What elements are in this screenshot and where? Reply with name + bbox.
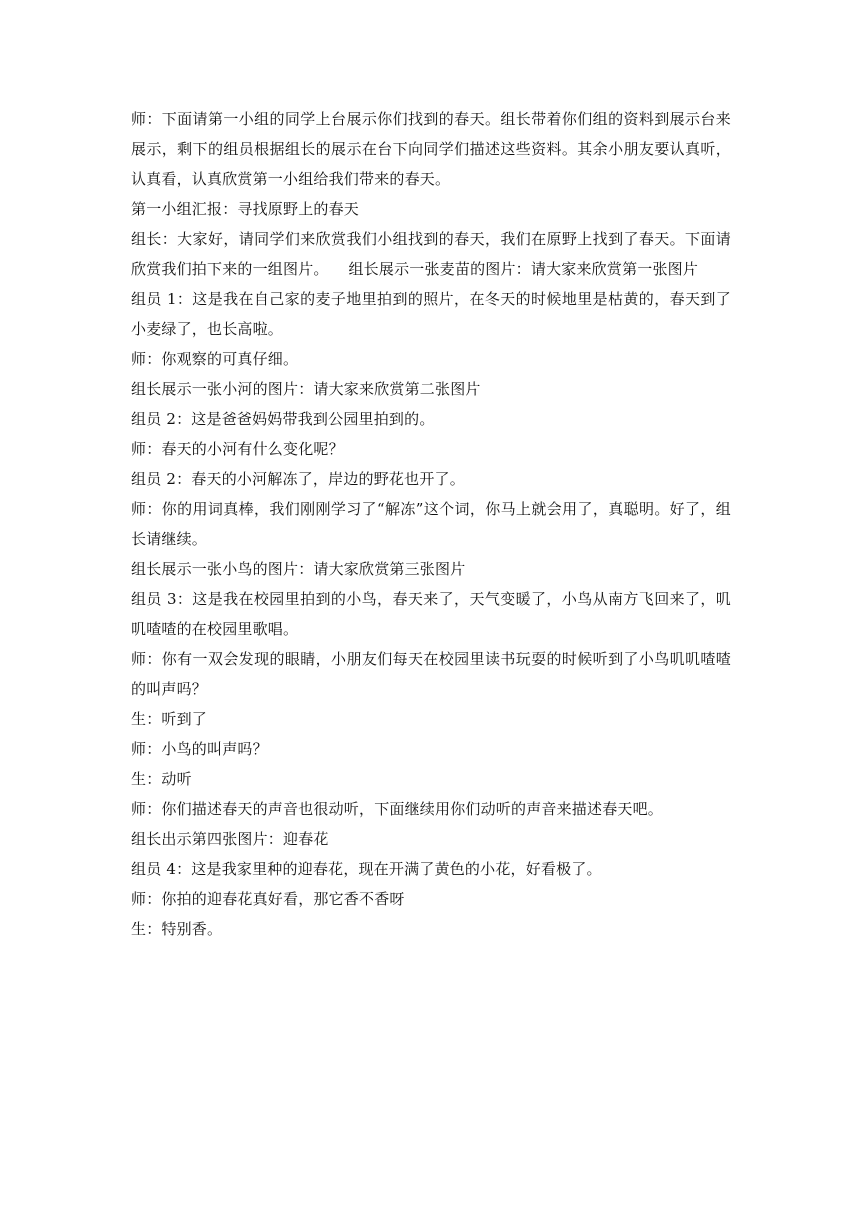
paragraph-member3-bird: 组员 3：这是我在校园里拍到的小鸟，春天来了，天气变暖了，小鸟从南方飞回来了，叽叽喳喳的在校园里歌唱。: [131, 590, 731, 638]
paragraph-teacher-fragrance-question: 师：你拍的迎春花真好看，那它香不香呀: [131, 890, 405, 908]
paragraph-student-pleasant: 生：动听: [131, 770, 192, 788]
paragraph-teacher-intro: 师：下面请第一小组的同学上台展示你们找到的春天。组长带着你们组的资料到展示台来展示，剩下的组员根据组长的展示在台下向同学们描述这些资料。其余小朋友要认真听，认真看，认真欣赏第一小组给我们带来的春天。: [131, 110, 731, 188]
paragraph-member1-wheat: 组员 1：这是我在自己家的麦子地里拍到的照片，在冬天的时候地里是枯黄的，春天到了小麦绿了，也长高啦。: [131, 290, 731, 338]
document-page: [131, 104, 731, 944]
paragraph-leader-greeting: 组长：大家好，请同学们来欣赏我们小组找到的春天，我们在原野上找到了春天。下面请欣赏我们拍下来的一组图片。 组长展示一张麦苗的图片：请大家来欣赏第一张图片: [131, 230, 731, 278]
paragraph-teacher-river-question: 师：春天的小河有什么变化呢？: [131, 440, 344, 458]
paragraph-leader-jasmine: 组长出示第四张图片：迎春花: [131, 830, 329, 848]
paragraph-teacher-bird-sound: 师：小鸟的叫声吗？: [131, 740, 268, 758]
paragraph-student-fragrant: 生：特别香。: [131, 920, 223, 938]
paragraph-student-heard: 生：听到了: [131, 710, 208, 728]
paragraph-member2-thaw: 组员 2：春天的小河解冻了，岸边的野花也开了。: [131, 470, 465, 488]
paragraph-teacher-praise-observe: 师：你观察的可真仔细。: [131, 350, 299, 368]
paragraph-teacher-praise-word: 师：你的用词真棒，我们刚刚学习了“解冻”这个词，你马上就会用了，真聪明。好了，组长请继续。: [131, 500, 731, 548]
paragraph-leader-bird: 组长展示一张小鸟的图片：请大家欣赏第三张图片: [131, 560, 466, 578]
paragraph-member4-jasmine: 组员 4：这是我家里种的迎春花，现在开满了黄色的小花，好看极了。: [131, 860, 602, 878]
paragraph-group1-report-title: 第一小组汇报：寻找原野上的春天: [131, 200, 360, 218]
paragraph-teacher-bird-question: 师：你有一双会发现的眼睛，小朋友们每天在校园里读书玩耍的时候听到了小鸟叽叽喳喳的叫声吗？: [131, 650, 731, 698]
paragraph-leader-river: 组长展示一张小河的图片：请大家来欣赏第二张图片: [131, 380, 481, 398]
paragraph-teacher-continue: 师：你们描述春天的声音也很动听，下面继续用你们动听的声音来描述春天吧。: [131, 800, 664, 818]
paragraph-member2-park: 组员 2：这是爸爸妈妈带我到公园里拍到的。: [131, 410, 435, 428]
